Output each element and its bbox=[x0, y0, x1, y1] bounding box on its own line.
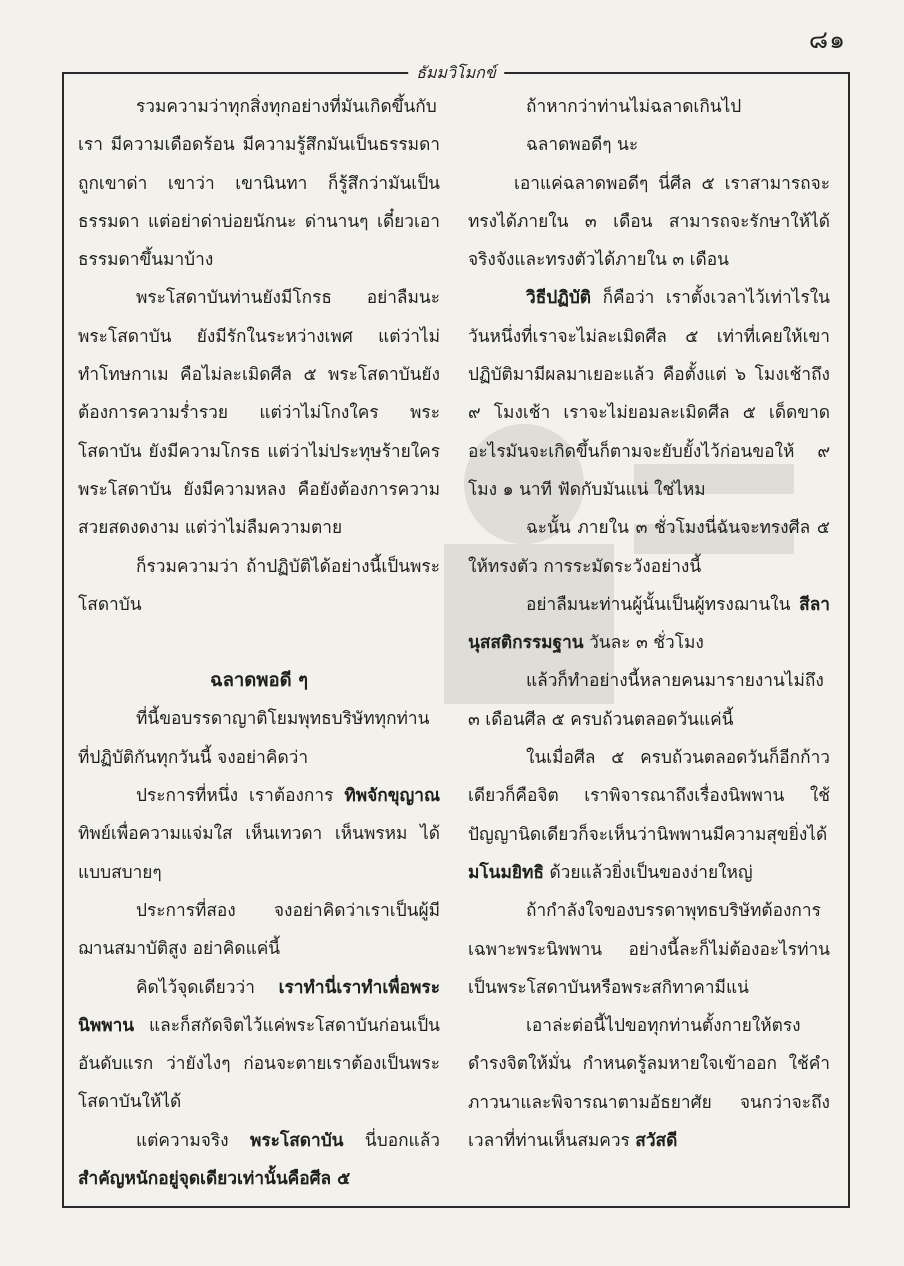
paragraph: แล้วก็ทำอย่างนี้หลายคนมารายงานไม่ถึง ๓ เดือนศีล ๕ ครบถ้วนตลอดวันแค่นี้ bbox=[468, 671, 824, 730]
paragraph bbox=[468, 1007, 830, 1160]
text-run: นี่บอกแล้ว bbox=[343, 1130, 440, 1151]
section-heading: ฉลาดพอดี ๆ bbox=[209, 670, 309, 692]
paragraph: พระโสดาบันท่านยังมีโกรธ อย่าลืมนะ พระโสดาบัน ยังมีรักในระหว่างเพศ แต่ว่าไม่ทำโทษกาเม คือไม่ละเมิดศีล ๕ พระโสดาบันยังต้องการความร่ำรวย แต่ว่าไม่โกงใคร พระโสดาบัน ยังมีความโกรธ แต่ว่าไม่ประทุษร้ายใคร พระโสดาบัน ยังมีความหลง คือยังต้องการความสวยสดงดงาม แต่ว่าไม่ลืมความตาย bbox=[78, 288, 440, 539]
bold-term: สีลานุสสติกรรมฐาน bbox=[468, 594, 830, 654]
header-title: ธัมมวิโมกข์ bbox=[408, 61, 504, 86]
paragraph bbox=[468, 586, 830, 663]
text-run: วันละ ๓ ชั่วโมง bbox=[583, 633, 704, 654]
bold-term: สำคัญหนักอยู่จุดเดียวเท่านั้นคือศีล ๕ bbox=[78, 1169, 351, 1190]
paragraph: รวมความว่าทุกสิ่งทุกอย่างที่มันเกิดขึ้นกับเรา มีความเดือดร้อน มีความรู้สึกมันเป็นธรรมดา ถูกเขาด่า เขาว่า เขานินทา ก็รู้สึกว่ามันเป็นธรรมดา แต่อย่าด่าบ่อยนักนะ ด่านานๆ เดี๋ยวเอาธรรมดาขึ้นมาบ้าง bbox=[78, 97, 440, 271]
paragraph: ถ้าหากว่าท่านไม่ฉลาดเกินไป bbox=[526, 97, 742, 117]
paragraph bbox=[78, 777, 440, 892]
paragraph: ที่นี้ขอบรรดาญาติโยมพุทธบริษัททุกท่านที่ปฏิบัติกันทุกวันนี้ จงอย่าคิดว่า bbox=[78, 709, 430, 768]
paragraph: ถ้ากำลังใจของบรรดาพุทธบริษัทต้องการเฉพาะพระนิพพาน อย่างนี้ละก็ไม่ต้องอะไรท่านเป็นพระโสดาบันหรือพระสกิทาคามีแน่ bbox=[468, 901, 830, 998]
paragraph: เอาแค่ฉลาดพอดีๆ นี่ศีล ๕ เราสามารถจะทรงได้ภายใน ๓ เดือน สามารถจะรักษาให้ได้จริงจังและทรงตัวได้ภายใน ๓ เดือน bbox=[468, 173, 830, 271]
paragraph: ฉลาดพอดีๆ นะ bbox=[526, 135, 639, 156]
bold-term: พระโสดาบัน bbox=[250, 1130, 344, 1151]
bold-term: มโนมยิทธิ bbox=[468, 862, 544, 883]
bold-term: ทิพจักขุญาณ bbox=[344, 786, 440, 807]
text-run: ทิพย์เพื่อความแจ่มใส เห็นเทวดา เห็นพรหม ได้แบบสบายๆ bbox=[78, 824, 440, 883]
text-run: ในเมื่อศีล ๕ ครบถ้วนตลอดวันก็อีกก้าวเดียวก็คือจิต เราพิจารณาถึงเรื่องนิพพาน ใช้ปัญญานิดเดียวก็จะเห็นว่านิพพานมีความสุขยิ่งได้ bbox=[468, 748, 830, 845]
text-run: ก็คือว่า เราตั้งเวลาไว้เท่าไรในวันหนึ่งที่เราจะไม่ละเมิดศีล ๕ เท่าที่เคยให้เขาปฏิบัติมามีผลมาเยอะแล้ว คือตั้งแต่ ๖ โมงเช้าถึง ๙ โมงเช้า เราจะไม่ยอมละเมิดศีล ๕ เด็ดขาด อะไรมันจะเกิดขึ้นก็ตามจะยับยั้งไว้ก่อนขอให้ ๙ โมง ๑ นาที ฟัดกับมันแน่ ใช่ไหม bbox=[468, 288, 830, 500]
page-number: ๘๑ bbox=[808, 25, 846, 54]
text-run: คิดไว้จุดเดียวว่า bbox=[136, 977, 279, 998]
bold-term: วิธีปฏิบัติ bbox=[526, 288, 592, 309]
text-run: และก็สกัดจิตไว้แค่พระโสดาบันก่อนเป็นอันดับแรก ว่ายังไงๆ ก่อนจะตายเราต้องเป็นพระโสดาบันให้ได้ bbox=[78, 1015, 440, 1113]
text-frame bbox=[62, 63, 850, 1208]
text-run: ด้วยแล้วยิ่งเป็นของง่ายใหญ่ bbox=[543, 862, 753, 883]
bold-term: เราทำนี่เราทำเพื่อพระนิพพาน bbox=[78, 977, 440, 1036]
text-run: เอาล่ะต่อนี้ไปขอทุกท่านตั้งกายให้ตรง ดำรงจิตให้มั่น กำหนดรู้ลมหายใจเข้าออก ใช้คำภาวนาและพิจารณาตามอัธยาศัย จนกว่าจะถึงเวลาที่ท่านเห็นสมควร bbox=[468, 1016, 830, 1152]
text-run: ประการที่หนึ่ง เราต้องการ bbox=[136, 786, 334, 807]
bold-term: สวัสดี bbox=[635, 1131, 678, 1152]
paragraph bbox=[468, 279, 830, 509]
paragraph: ประการที่สอง จงอย่าคิดว่าเราเป็นผู้มีฌานสมาบัติสูง อย่าคิดแค่นี้ bbox=[78, 900, 440, 960]
paragraph bbox=[468, 739, 830, 892]
left-column bbox=[78, 88, 440, 1198]
paragraph: ฉะนั้น ภายใน ๓ ชั่วโมงนี่ฉันจะทรงศีล ๕ ให้ทรงตัว การระมัดระวังอย่างนี้ bbox=[468, 518, 830, 577]
paragraph bbox=[78, 969, 440, 1122]
text-run: แต่ความจริง bbox=[136, 1130, 250, 1151]
spacer bbox=[78, 624, 440, 662]
text-run: อย่าลืมนะท่านผู้นั้นเป็นผู้ทรงฌานใน bbox=[526, 594, 800, 615]
paragraph bbox=[78, 1122, 440, 1199]
paragraph: ก็รวมความว่า ถ้าปฏิบัติได้อย่างนี้เป็นพระโสดาบัน bbox=[78, 556, 440, 615]
right-column bbox=[468, 88, 830, 1160]
